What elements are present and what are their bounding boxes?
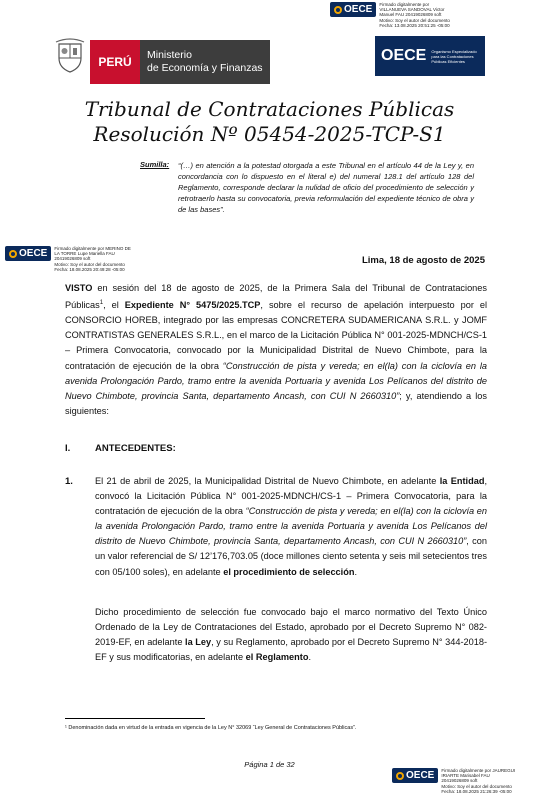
oece-logo: OECE <box>330 2 376 17</box>
tribunal-title: Tribunal de Contrataciones Públicas <box>84 97 455 121</box>
signature-text: Firmado digitalmente por JAUREGUI IRIARTE Marisabel FAU 20419026809 soft Motivo: Soy el autor del documento Fecha: 18.08.2025 21:26:39 -05:00 <box>441 768 516 794</box>
digital-signature-top <box>330 2 450 28</box>
item-number: 1. <box>65 476 73 487</box>
ministry-header <box>90 40 270 84</box>
oece-logo: OECE <box>392 768 438 783</box>
footnote: ¹ Denominación dada en virtud de la entrada en vigencia de la Ley N° 32069 “Ley General de Contrataciones Públicas”. <box>65 725 357 731</box>
document-date: Lima, 18 de agosto de 2025 <box>361 255 485 266</box>
item-1-paragraph-2: Dicho procedimiento de selección fue convocado bajo el marco normativo del Texto Único Ordenado de la Ley de Contrataciones del Estado, aprobado por el Decreto Supremo N° 082-2019-EF, en adelante la Ley, y su Reglamento, aprobado por el Decreto Supremo N° 344-2018-EF y sus modificatorias, en adelante el Reglamento. <box>95 607 488 663</box>
coat-of-arms-icon <box>55 38 85 74</box>
ministry-name: Ministerio de Economía y Finanzas <box>140 40 270 84</box>
visto-paragraph: VISTO en sesión del 18 de agosto de 2025, de la Primera Sala del Tribunal de Contrataciones Públicas$^1$, el Expediente N° 5475/2025.TCP, sobre el recurso de apelación interpuesto por el CONSORCIO HOREB, integrado por las empresas CONCRETERA SUDAMERICANA S.R.L. y JOMF CONTRATISTAS GENERALES S.R.L., en el marco de la Licitación Pública N° 001-2025-MDNCH/CS-1 – Primera Convocatoria, convocado por la Municipalidad Distrital de Nuevo Chimbote, para la contratación de ejecución de la obra “Construcción de pista y vereda; en el(la) con la ciclovía en la avenida Prolongación Pardo, tramo entre la avenida Portuaria y avenida Los Pelícanos del distrito de Nuevo Chimbote, provincia Santa, departamento Ancash, con CUI N 2660310”; y, atendiendo a los siguientes: <box>65 283 488 416</box>
signature-text: Firmado digitalmente por MERINO DE LA TORRE Lupe Mariella FAU 20419026809 soft Motivo: Soy el autor del documento Fecha: 18.08.2025 20:49:28 -05:00 <box>54 246 131 272</box>
item-1-paragraph: El 21 de abril de 2025, la Municipalidad Distrital de Nuevo Chimbote, en adelante la Entidad, convocó la Licitación Pública N° 001-2025-MDNCH/CS-1 – Primera Convocatoria, para la contratación de ejecución de la obra “Construcción de pista y vereda; en el(la) con la ciclovía en la avenida Prolongación Pardo, tramo entre la avenida Portuaria y avenida Los Pelícanos del distrito de Nuevo Chimbote, provincia Santa, departamento Ancash, con CUI N 2660310”, con un valor referencial de S/ 12’176,703.05 (doce millones ciento setenta y seis mil setecientos tres con 05/100 soles), en adelante el procedimiento de selección. <box>95 476 488 577</box>
sumilla-label: Sumilla: <box>140 160 170 169</box>
section-title: ANTECEDENTES: <box>95 443 176 454</box>
oece-header-logo: OECE Organismo Especializado para las Contrataciones Públicas Eficientes <box>375 36 485 76</box>
section-number: I. <box>65 443 71 454</box>
footnote-divider <box>65 718 205 719</box>
resolution-number: Resolución Nº 05454-2025-TCP-S1 <box>93 122 446 146</box>
oece-logo: OECE <box>5 246 51 261</box>
digital-signature-left <box>5 246 131 272</box>
sumilla-text: “(…) en atención a la potestad otorgada a este Tribunal en el artículo 44 de la Ley y, en concordancia con lo dispuesto en el literal e) del numeral 128.1 del artículo 128 del Reglamento, corresponde declarar la nulidad de oficio del procedimiento de selección y retrotraerlo hasta su convocatoria, previa reformulación del expediente técnico de obra y de las bases”. <box>178 161 474 214</box>
page-number: Página 1 de 32 <box>244 760 295 769</box>
digital-signature-bottom <box>392 768 515 794</box>
peru-label: PERÚ <box>90 40 140 84</box>
signature-text: Firmado digitalmente por VILLANUEVA SANDOVAL Victor Manuel FAU 20419026809 soft Motivo: Soy el autor del documento Fecha: 13.08.2025 20:51:25 -05:00 <box>379 2 450 28</box>
